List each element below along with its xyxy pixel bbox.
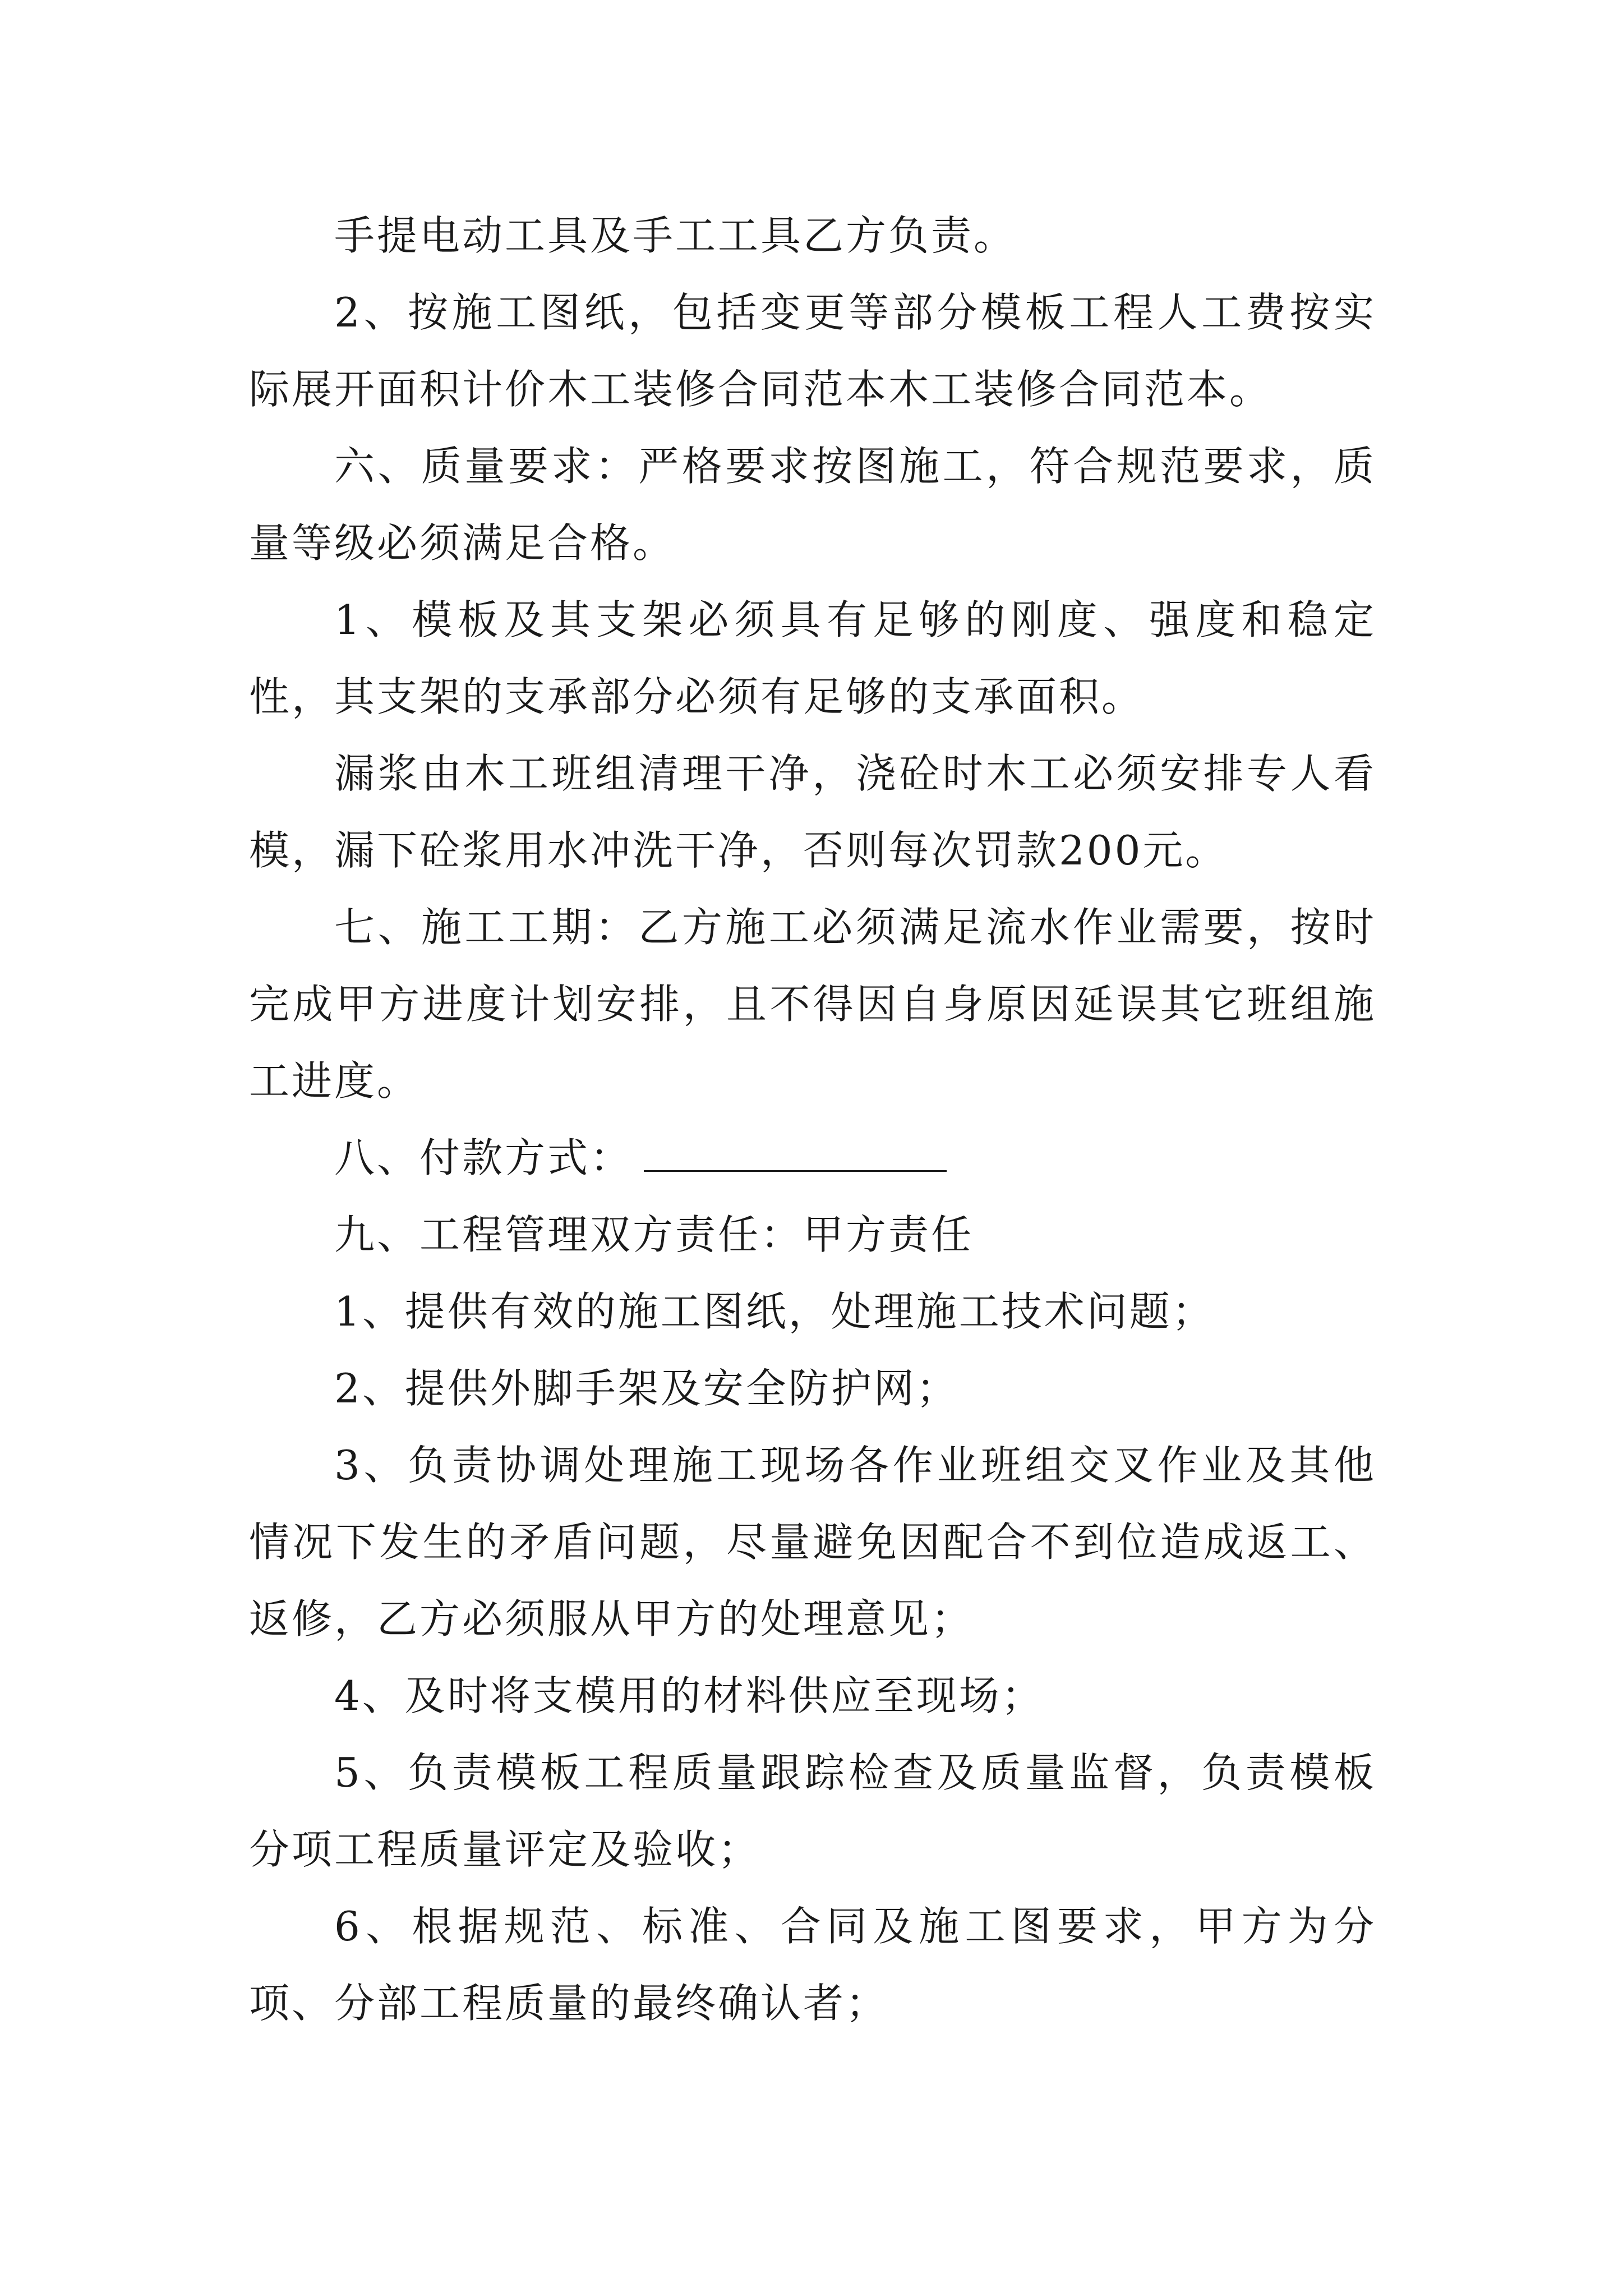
paragraph: 4、及时将支模用的材料供应至现场； (334, 1672, 1044, 1719)
paragraph: 1、模板及其支架必须具有足够的刚度、强度和稳定性，其支架的支承部分必须有足够的支承面积。 (249, 596, 1376, 720)
payment-method-label: 八、付款方式： (334, 1134, 633, 1181)
document-body (249, 197, 1376, 2042)
paragraph: 漏浆由木工班组清理干净，浇砼时木工必须安排专人看模，漏下砼浆用水冲洗干净，否则每次罚款200元。 (249, 750, 1376, 874)
payment-method-blank (644, 1137, 947, 1172)
paragraph: 2、提供外脚手架及安全防护网； (334, 1365, 959, 1412)
paragraph: 2、按施工图纸，包括变更等部分模板工程人工费按实际展开面积计价木工装修合同范本木工装修合同范本。 (249, 289, 1376, 413)
payment-method-line (249, 1120, 1376, 1197)
paragraph: 手提电动工具及手工工具乙方负责。 (334, 212, 1017, 259)
paragraph: 六、质量要求：严格要求按图施工，符合规范要求，质量等级必须满足合格。 (249, 443, 1376, 567)
paragraph: 5、负责模板工程质量跟踪检查及质量监督，负责模板分项工程质量评定及验收； (249, 1749, 1376, 1873)
paragraph: 九、工程管理双方责任：甲方责任 (334, 1211, 974, 1258)
paragraph: 七、施工工期：乙方施工必须满足流水作业需要，按时完成甲方进度计划安排，且不得因自身原因延误其它班组施工进度。 (249, 904, 1376, 1105)
paragraph: 3、负责协调处理施工现场各作业班组交叉作业及其他情况下发生的矛盾问题，尽量避免因配合不到位造成返工、返修，乙方必须服从甲方的处理意见； (249, 1442, 1376, 1642)
paragraph: 1、提供有效的施工图纸，处理施工技术问题； (334, 1288, 1215, 1335)
paragraph: 6、根据规范、标准、合同及施工图要求，甲方为分项、分部工程质量的最终确认者； (249, 1903, 1376, 2027)
